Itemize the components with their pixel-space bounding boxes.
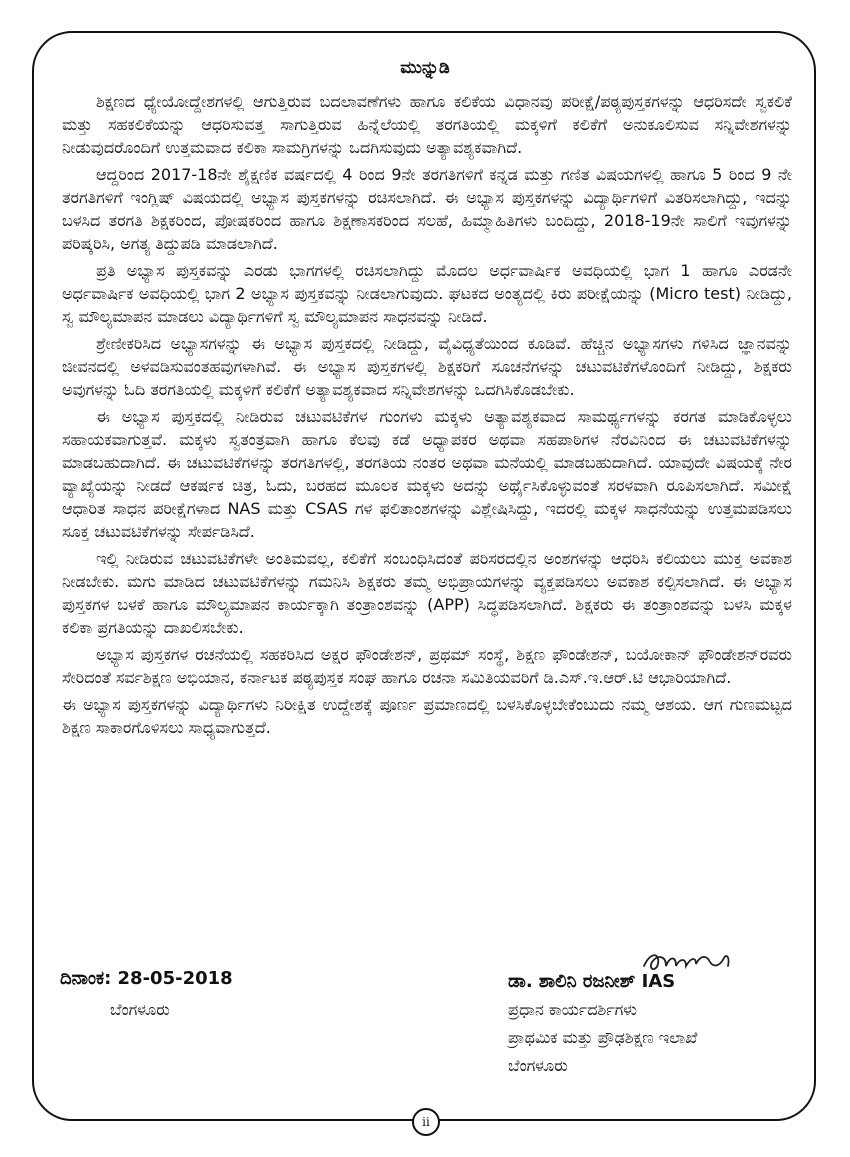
signatory-designation: ಪ್ರಧಾನ ಕಾರ್ಯದರ್ಶಿಗಳು (508, 1000, 638, 1019)
signature-block (508, 968, 697, 1080)
paragraph: ಅಭ್ಯಾಸ ಪುಸ್ತಕಗಳ ರಚನೆಯಲ್ಲಿ ಸಹಕರಿಸಿದ ಅಕ್ಷರ ಫೌಂಡೇಶನ್, ಪ್ರಥಮ್ ಸಂಸ್ಥೆ, ಶಿಕ್ಷಣ ಫೌಂಡೇಶನ್, ಬಯೋಕಾನ್ ಫೌಂಡೇಶನ್‌ರವರು ಸೇರಿದಂತೆ ಸರ್ವಶಿಕ್ಷಣ ಅಭಿಯಾನ, ಕರ್ನಾಟಕ ಪಠ್ಯಪುಸ್ತಕ ಸಂಘ ಹಾಗೂ ರಚನಾ ಸಮಿತಿಯವರಿಗೆ ಡಿ.ಎಸ್.ಇ.ಆರ್.ಟಿ ಆಭಾರಿಯಾಗಿದೆ. (62, 645, 792, 687)
signatory-place: ಬೆಂಗಳೂರು (508, 1056, 568, 1075)
paragraph: ಶ್ರೇಣೀಕರಿಸಿದ ಅಭ್ಯಾಸಗಳನ್ನು ಈ ಅಭ್ಯಾಸ ಪುಸ್ತಕದಲ್ಲಿ ನೀಡಿದ್ದು, ವೈವಿಧ್ಯತೆಯಿಂದ ಕೂಡಿವೆ. ಹೆಚ್ಚಿನ ಅಭ್ಯಾಸಗಳು ಗಳಿಸಿದ ಜ್ಞಾನವನ್ನು ಜೀವನದಲ್ಲಿ ಅಳವಡಿಸುವಂತಹವುಗಳಾಗಿವೆ. ಈ ಅಭ್ಯಾಸ ಪುಸ್ತಕಗಳಲ್ಲಿ ಶಿಕ್ಷಕರಿಗೆ ಸೂಚನೆಗಳನ್ನು ಚಟುವಟಿಕೆಗಳೊಂದಿಗೆ ನೀಡಿದ್ದು, ಶಿಕ್ಷಕರು ಅವುಗಳನ್ನು ಓದಿ ತರಗತಿಯಲ್ಲಿ ಮಕ್ಕಳಿಗೆ ಕಲಿಕೆಗೆ ಅತ್ಯಾವಶ್ಯಕವಾದ ಸನ್ನಿವೇಶಗಳನ್ನು ಒದಗಿಸಿಕೊಡಬೇಕು. (62, 334, 792, 399)
place-left: ಬೆಂಗಳೂರು (110, 1000, 170, 1019)
date-line: ದಿನಾಂಕ: 28-05-2018 (60, 968, 233, 989)
paragraph: ಶಿಕ್ಷಣದ ಧ್ಯೇಯೋದ್ದೇಶಗಳಲ್ಲಿ ಆಗುತ್ತಿರುವ ಬದಲಾವಣೆಗಳು ಹಾಗೂ ಕಲಿಕೆಯ ವಿಧಾನವು ಪರೀಕ್ಷೆ/ಪಠ್ಯಪುಸ್ತಕಗಳನ್ನು ಆಧರಿಸದೇ ಸ್ವಕಲಿಕೆ ಮತ್ತು ಸಹಕಲಿಕೆಯನ್ನು ಆಧರಿಸುವತ್ತ ಸಾಗುತ್ತಿರುವ ಹಿನ್ನೆಲೆಯಲ್ಲಿ ತರಗತಿಯಲ್ಲಿ ಮಕ್ಕಳಿಗೆ ಕಲಿಕೆಗೆ ಅನುಕೂಲಿಸುವ ಸನ್ನಿವೇಶಗಳನ್ನು ನೀಡುವುದರೊಂದಿಗೆ ಉತ್ತಮವಾದ ಕಲಿಕಾ ಸಾಮಗ್ರಿಗಳನ್ನು ಒದಗಿಸುವುದು ಅತ್ಯಾವಶ್ಯಕವಾಗಿದೆ. (62, 92, 792, 157)
page-number: ii (412, 1108, 440, 1136)
paragraph: ಆದ್ದರಿಂದ 2017-18ನೇ ಶೈಕ್ಷಣಿಕ ವರ್ಷದಲ್ಲಿ 4 ರಿಂದ 9ನೇ ತರಗತಿಗಳಿಗೆ ಕನ್ನಡ ಮತ್ತು ಗಣಿತ ವಿಷಯಗಳಲ್ಲಿ ಹಾಗೂ 5 ರಿಂದ 9 ನೇ ತರಗತಿಗಳಿಗೆ ಇಂಗ್ಲಿಷ್ ವಿಷಯದಲ್ಲಿ ಅಭ್ಯಾಸ ಪುಸ್ತಕಗಳನ್ನು ರಚಿಸಲಾಗಿದೆ. ಈ ಅಭ್ಯಾಸ ಪುಸ್ತಕಗಳನ್ನು ವಿದ್ಯಾರ್ಥಿಗಳಿಗೆ ವಿತರಿಸಲಾಗಿದ್ದು, ಇದನ್ನು ಬಳಸಿದ ತರಗತಿ ಶಿಕ್ಷಕರಿಂದ, ಪೋಷಕರಿಂದ ಹಾಗೂ ಶಿಕ್ಷಣಾಸಕರಿಂದ ಸಲಹೆ, ಹಿಮ್ಮಾಹಿತಿಗಳು ಬಂದಿದ್ದು, 2018-19ನೇ ಸಾಲಿಗೆ ಇವುಗಳನ್ನು ಪರಿಷ್ಕರಿಸಿ, ಅಗತ್ಯ ತಿದ್ದುಪಡಿ ಮಾಡಲಾಗಿದೆ. (62, 165, 792, 253)
signatory-department: ಪ್ರಾಥಮಿಕ ಮತ್ತು ಪ್ರೌಢಶಿಕ್ಷಣ ಇಲಾಖೆ (508, 1028, 698, 1047)
foreword-body (62, 90, 792, 743)
page-title: ಮುನ್ನುಡಿ (400, 58, 450, 78)
paragraph: ಈ ಅಭ್ಯಾಸ ಪುಸ್ತಕಗಳನ್ನು ವಿದ್ಯಾರ್ಥಿಗಳು ನಿರೀಕ್ಷಿತ ಉದ್ದೇಶಕ್ಕೆ ಪೂರ್ಣ ಪ್ರಮಾಣದಲ್ಲಿ ಬಳಸಿಕೊಳ್ಳಬೇಕೆಂಬುದು ನಮ್ಮ ಆಶಯ. ಆಗ ಗುಣಮಟ್ಟದ ಶಿಕ್ಷಣ ಸಾಕಾರಗೊಳಿಸಲು ಸಾಧ್ಯವಾಗುತ್ತದೆ. (62, 695, 792, 737)
paragraph: ಇಲ್ಲಿ ನೀಡಿರುವ ಚಟುವಟಿಕೆಗಳೇ ಅಂತಿಮವಲ್ಲ, ಕಲಿಕೆಗೆ ಸಂಬಂಧಿಸಿದಂತೆ ಪರಿಸರದಲ್ಲಿನ ಅಂಶಗಳನ್ನು ಆಧರಿಸಿ ಕಲಿಯಲು ಮುಕ್ತ ಅವಕಾಶ ನೀಡಬೇಕು. ಮಗು ಮಾಡಿದ ಚಟುವಟಿಕೆಗಳನ್ನು ಗಮನಿಸಿ ಶಿಕ್ಷಕರು ತಮ್ಮ ಅಭಿಪ್ರಾಯಗಳನ್ನು ವ್ಯಕ್ತಪಡಿಸಲು ಅವಕಾಶ ಕಲ್ಪಿಸಲಾಗಿದೆ. ಈ ಅಭ್ಯಾಸ ಪುಸ್ತಕಗಳ ಬಳಕೆ ಹಾಗೂ ಮೌಲ್ಯಮಾಪನ ಕಾರ್ಯಕ್ಕಾಗಿ ತಂತ್ರಾಂಶವನ್ನು (APP) ಸಿದ್ಧಪಡಿಸಲಾಗಿದೆ. ಶಿಕ್ಷಕರು ಈ ತಂತ್ರಾಂಶವನ್ನು ಬಳಸಿ ಮಕ್ಕಳ ಕಲಿಕಾ ಪ್ರಗತಿಯನ್ನು ದಾಖಲಿಸಬೇಕು. (62, 549, 792, 637)
paragraph: ಈ ಅಭ್ಯಾಸ ಪುಸ್ತಕದಲ್ಲಿ ನೀಡಿರುವ ಚಟುವಟಿಕೆಗಳ ಗುಂಗಳು ಮಕ್ಕಳು ಅತ್ಯಾವಶ್ಯಕವಾದ ಸಾಮರ್ಥ್ಯಗಳನ್ನು ಕರಗತ ಮಾಡಿಕೊಳ್ಳಲು ಸಹಾಯಕವಾಗುತ್ತವೆ. ಮಕ್ಕಳು ಸ್ವತಂತ್ರವಾಗಿ ಹಾಗೂ ಕೆಲವು ಕಡೆ ಅಧ್ಯಾಪಕರ ಅಥವಾ ಸಹಪಾಠಿಗಳ ನೆರವಿನಿಂದ ಈ ಚಟುವಟಿಕೆಗಳನ್ನು ಮಾಡಬಹುದಾಗಿದೆ. ಈ ಚಟುವಟಿಕೆಗಳನ್ನು ತರಗತಿಗಳಲ್ಲಿ, ತರಗತಿಯ ನಂತರ ಅಥವಾ ಮನೆಯಲ್ಲಿ ಮಾಡಬಹುದಾಗಿದೆ. ಯಾವುದೇ ವಿಷಯಕ್ಕೆ ನೇರ ವ್ಯಾಖ್ಯೆಯನ್ನು ನೀಡದೆ ಆಕರ್ಷಕ ಚಿತ್ರ, ಓದು, ಬರಹದ ಮೂಲಕ ಮಕ್ಕಳು ಅದನ್ನು ಅರ್ಥೈಸಿಕೊಳ್ಳುವಂತೆ ಸರಳವಾಗಿ ರೂಪಿಸಲಾಗಿದೆ. ಸಮೀಕ್ಷೆ ಆಧಾರಿತ ಸಾಧನ ಪರೀಕ್ಷೆಗಳಾದ NAS ಮತ್ತು CSAS ಗಳ ಫಲಿತಾಂಶಗಳನ್ನು ವಿಶ್ಲೇಷಿಸಿದ್ದು, ಇದರಲ್ಲಿ ಮಕ್ಕಳ ಸಾಧನೆಯನ್ನು ಉತ್ತಮಪಡಿಸಲು ಸೂಕ್ತ ಚಟುವಟಿಕೆಗಳನ್ನು ಸೇರ್ಪಡಿಸಿದೆ. (62, 407, 792, 541)
signatory-name: ಡಾ. ಶಾಲಿನಿ ರಜನೀಶ್ IAS (508, 971, 676, 992)
paragraph: ಪ್ರತಿ ಅಭ್ಯಾಸ ಪುಸ್ತಕವನ್ನು ಎರಡು ಭಾಗಗಳಲ್ಲಿ ರಚಿಸಲಾಗಿದ್ದು ಮೊದಲ ಅರ್ಧವಾರ್ಷಿಕ ಅವಧಿಯಲ್ಲಿ ಭಾಗ 1 ಹಾಗೂ ಎರಡನೇ ಅರ್ಧವಾರ್ಷಿಕ ಅವಧಿಯಲ್ಲಿ ಭಾಗ 2 ಅಭ್ಯಾಸ ಪುಸ್ತಕವನ್ನು ನೀಡಲಾಗುವುದು. ಘಟಕದ ಅಂತ್ಯದಲ್ಲಿ ಕಿರು ಪರೀಕ್ಷೆಯನ್ನು (Micro test) ನೀಡಿದ್ದು, ಸ್ವ ಮೌಲ್ಯಮಾಪನ ಮಾಡಲು ವಿದ್ಯಾರ್ಥಿಗಳಿಗೆ ಸ್ವ ಮೌಲ್ಯಮಾಪನ ಸಾಧನವನ್ನು ನೀಡಿದೆ. (62, 261, 792, 326)
